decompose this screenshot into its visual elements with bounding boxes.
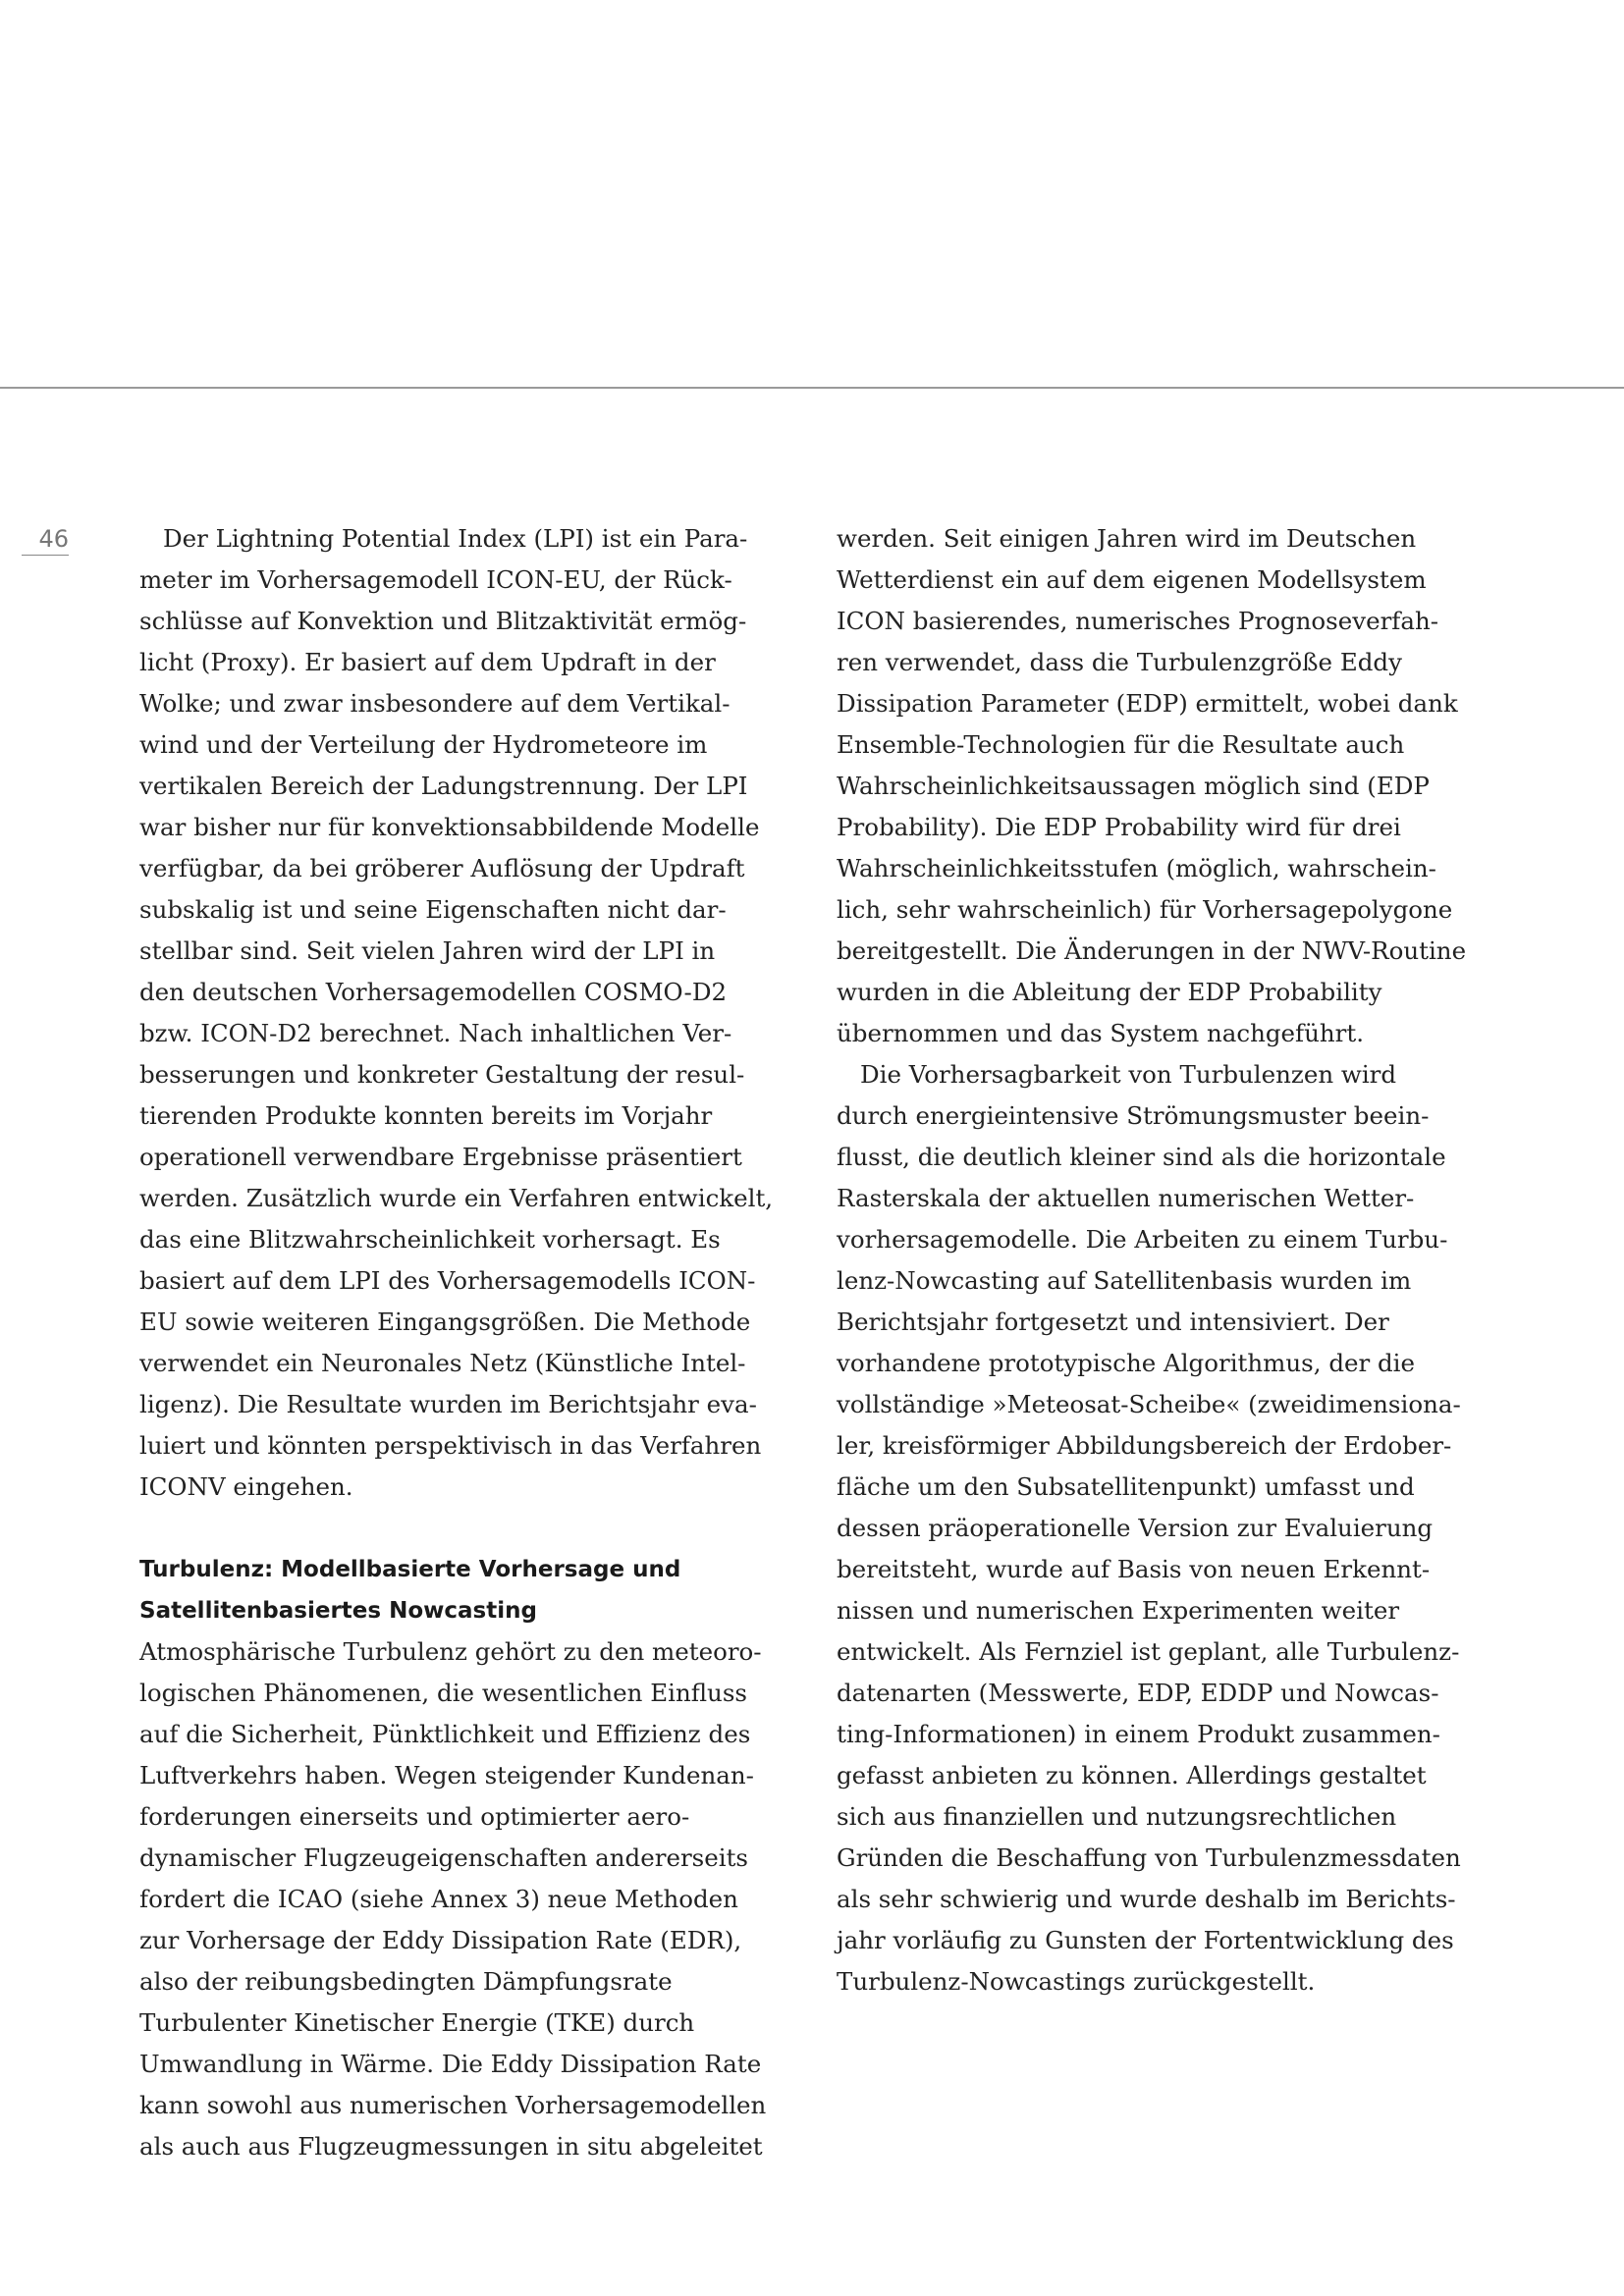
text-line: forderungen einerseits und optimierter aero-	[139, 1802, 690, 1831]
nowcasting-paragraph	[837, 1054, 1504, 2002]
text-line: dessen präoperationelle Version zur Evaluierung	[837, 1514, 1434, 1542]
text-line: Probability). Die EDP Probability wird für drei	[837, 813, 1401, 841]
text-line: meter im Vorhersagemodell ICON-EU, der Rück-	[139, 565, 732, 594]
text-line: zur Vorhersage der Eddy Dissipation Rate (EDR),	[139, 1926, 742, 1954]
page-number-underline	[22, 555, 69, 556]
text-line: bzw. ICON-D2 berechnet. Nach inhaltlichen Ver-	[139, 1019, 732, 1047]
text-line: Luftverkehrs haben. Wegen steigender Kundenan-	[139, 1761, 754, 1789]
text-line: stellbar sind. Seit vielen Jahren wird der LPI in	[139, 936, 716, 965]
text-line: übernommen und das System nachgeführt.	[837, 1019, 1365, 1047]
text-line: operationell verwendbare Ergebnisse präsentiert	[139, 1143, 742, 1171]
page-number: 46	[38, 525, 69, 553]
left-column	[139, 518, 807, 2167]
text-line: Der Lightning Potential Index (LPI) ist ein Para-	[163, 524, 748, 553]
text-line: also der reibungsbedingten Dämpfungsrate	[139, 1967, 673, 1996]
text-line: schlüsse auf Konvektion und Blitzaktivität ermög-	[139, 607, 747, 635]
text-line: datenarten (Messwerte, EDP, EDDP und Nowcas-	[837, 1679, 1439, 1707]
text-line: dynamischer Flugzeugeigenschaften andererseits	[139, 1843, 748, 1872]
paragraph-gap	[139, 1508, 807, 1549]
edp-paragraph	[837, 518, 1504, 1054]
text-line: flusst, die deutlich kleiner sind als die horizontale	[837, 1143, 1446, 1171]
text-line: Rasterskala der aktuellen numerischen Wetter-	[837, 1184, 1415, 1212]
text-line: Berichtsjahr fortgesetzt und intensiviert. Der	[837, 1308, 1389, 1336]
lpi-paragraph	[139, 518, 807, 1508]
text-line: vollständige »Meteosat-Scheibe« (zweidimensiona-	[837, 1390, 1461, 1418]
text-line: das eine Blitzwahrscheinlichkeit vorhersagt. Es	[139, 1225, 721, 1254]
right-column	[837, 518, 1504, 2002]
text-line: EU sowie weiteren Eingangsgrößen. Die Methode	[139, 1308, 751, 1336]
text-line: tierenden Produkte konnten bereits im Vorjahr	[139, 1101, 713, 1130]
text-line: wurden in die Ableitung der EDP Probability	[837, 978, 1382, 1006]
header-rule	[0, 387, 1624, 389]
text-line: Wahrscheinlichkeitsaussagen möglich sind (EDP	[837, 772, 1430, 800]
text-line: war bisher nur für konvektionsabbildende Modelle	[139, 813, 760, 841]
text-line: vertikalen Bereich der Ladungstrennung. Der LPI	[139, 772, 748, 800]
text-line: ler, kreisförmiger Abbildungsbereich der Erdober-	[837, 1431, 1452, 1460]
text-line: lich, sehr wahrscheinlich) für Vorhersagepolygone	[837, 895, 1453, 924]
text-line: fordert die ICAO (siehe Annex 3) neue Methoden	[139, 1885, 738, 1913]
text-line: Turbulenz-Nowcastings zurückgestellt.	[837, 1967, 1316, 1996]
text-line: ligenz). Die Resultate wurden im Berichtsjahr eva-	[139, 1390, 757, 1418]
text-line: werden. Zusätzlich wurde ein Verfahren entwickelt,	[139, 1184, 774, 1212]
turbulence-intro-paragraph	[139, 1631, 807, 2167]
text-line: ICONV eingehen.	[139, 1472, 353, 1501]
text-line: entwickelt. Als Fernziel ist geplant, alle Turbulenz-	[837, 1637, 1460, 1666]
text-line: nissen und numerischen Experimenten weiter	[837, 1596, 1400, 1625]
heading-line: Turbulenz: Modellbasierte Vorhersage und	[139, 1557, 681, 1582]
text-line: verwendet ein Neuronales Netz (Künstliche Intel-	[139, 1349, 746, 1377]
text-line: luiert und könnten perspektivisch in das Verfahren	[139, 1431, 762, 1460]
text-line: subskalig ist und seine Eigenschaften nicht dar-	[139, 895, 727, 924]
text-line: als sehr schwierig und wurde deshalb im Berichts-	[837, 1885, 1456, 1913]
text-line: basiert auf dem LPI des Vorhersagemodells ICON-	[139, 1266, 756, 1295]
text-line: Gründen die Beschaffung von Turbulenzmessdaten	[837, 1843, 1461, 1872]
text-line: wind und der Verteilung der Hydrometeore im	[139, 730, 708, 759]
text-line: werden. Seit einigen Jahren wird im Deutschen	[837, 524, 1417, 553]
text-line: als auch aus Flugzeugmessungen in situ abgeleitet	[139, 2132, 763, 2161]
text-line: den deutschen Vorhersagemodellen COSMO-D2	[139, 978, 728, 1006]
text-line: vorhersagemodelle. Die Arbeiten zu einem Turbu-	[837, 1225, 1448, 1254]
text-line: ting-Informationen) in einem Produkt zusammen-	[837, 1720, 1440, 1748]
text-line: lenz-Nowcasting auf Satellitenbasis wurden im	[837, 1266, 1412, 1295]
text-line: gefasst anbieten zu können. Allerdings gestaltet	[837, 1761, 1427, 1789]
text-line: Wolke; und zwar insbesondere auf dem Vertikal-	[139, 689, 731, 718]
text-line: logischen Phänomenen, die wesentlichen Einfluss	[139, 1679, 747, 1707]
text-line: vorhandene prototypische Algorithmus, der die	[837, 1349, 1416, 1377]
text-line: Die Vorhersagbarkeit von Turbulenzen wird	[860, 1060, 1397, 1089]
text-line: fläche um den Subsatellitenpunkt) umfasst und	[837, 1472, 1415, 1501]
text-line: ICON basierendes, numerisches Prognoseverfah-	[837, 607, 1439, 635]
text-line: jahr vorläufig zu Gunsten der Fortentwicklung des	[837, 1926, 1454, 1954]
heading-line: Satellitenbasiertes Nowcasting	[139, 1598, 537, 1624]
text-line: bereitgestellt. Die Änderungen in der NWV-Routine	[837, 936, 1467, 965]
text-line: Umwandlung in Wärme. Die Eddy Dissipation Rate	[139, 2050, 762, 2078]
text-line: durch energieintensive Strömungsmuster beein-	[837, 1101, 1430, 1130]
text-line: ren verwendet, dass die Turbulenzgröße Eddy	[837, 648, 1402, 676]
text-line: Dissipation Parameter (EDP) ermittelt, wobei dank	[837, 689, 1458, 718]
text-line: Atmosphärische Turbulenz gehört zu den meteoro-	[139, 1637, 762, 1666]
text-line: kann sowohl aus numerischen Vorhersagemodellen	[139, 2091, 767, 2119]
text-line: Wahrscheinlichkeitsstufen (möglich, wahrschein-	[837, 854, 1436, 882]
text-line: sich aus finanziellen und nutzungsrechtlichen	[837, 1802, 1397, 1831]
text-line: verfügbar, da bei gröberer Auflösung der Updraft	[139, 854, 745, 882]
text-line: Turbulenter Kinetischer Energie (TKE) durch	[139, 2008, 695, 2037]
text-line: auf die Sicherheit, Pünktlichkeit und Effizienz des	[139, 1720, 751, 1748]
turbulence-heading	[139, 1549, 807, 1631]
text-line: licht (Proxy). Er basiert auf dem Updraft in der	[139, 648, 716, 676]
text-line: Ensemble-Technologien für die Resultate auch	[837, 730, 1405, 759]
text-line: Wetterdienst ein auf dem eigenen Modellsystem	[837, 565, 1427, 594]
text-line: bereitsteht, wurde auf Basis von neuen Erkennt-	[837, 1555, 1431, 1583]
text-line: besserungen und konkreter Gestaltung der resul-	[139, 1060, 745, 1089]
